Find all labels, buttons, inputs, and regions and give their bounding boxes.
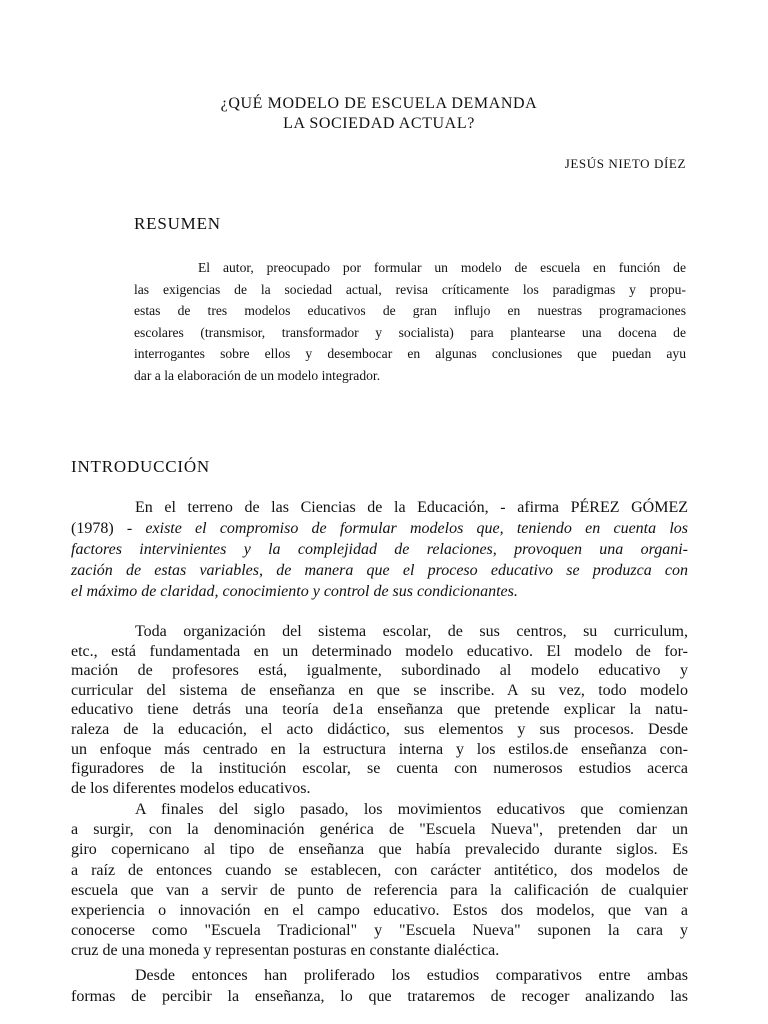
- paragraph-line: curricular del sistema de enseñanza en que se inscribe. A su vez, todo modelo: [71, 681, 688, 699]
- paragraph-line: escuela que van a servir de punto de referencia para la calificación de cualquier: [71, 881, 688, 899]
- paragraph-line: de los diferentes modelos educativos.: [71, 779, 311, 797]
- paragraph-line: conocerse como "Escuela Tradicional" y "Escuela Nueva" suponen la cara y: [71, 922, 688, 940]
- article-title-line-2: LA SOCIEDAD ACTUAL?: [283, 115, 475, 132]
- abstract-line: estas de tres modelos educativos de gran influjo en nuestras programaciones: [134, 303, 686, 318]
- paragraph-line: [71, 518, 688, 539]
- paragraph-4: [71, 965, 688, 1007]
- paragraph-line: formas de percibir la enseñanza, lo que trataremos de recoger analizando las: [71, 988, 688, 1005]
- paragraph-line: a raíz de entonces cuando se establecen, con carácter antitético, dos modelos de: [71, 861, 688, 879]
- paragraph-line: A finales del siglo pasado, los movimientos educativos que comienzan: [135, 801, 688, 818]
- abstract-line: dar a la elaboración de un modelo integrador.: [134, 367, 381, 383]
- paragraph-line: educativo tiene detrás una teoría de1a enseñanza que pretende explicar la natu-: [71, 701, 688, 719]
- article-title: [0, 94, 758, 134]
- paragraph-line: Desde entonces han proliferado los estudios comparativos entre ambas: [135, 967, 688, 984]
- article-title-line-1: ¿QUÉ MODELO DE ESCUELA DEMANDA: [220, 95, 538, 112]
- paragraph-line: experiencia o innovación en el campo educativo. Estos dos modelos, que van a: [71, 902, 688, 920]
- quote-line: zación de estas variables, de manera que el proceso educativo se produzca con: [71, 562, 688, 579]
- paragraph-line: un enfoque más centrado en la estructura interna y los estilos.de enseñanza con-: [71, 740, 688, 758]
- abstract-line: las exigencias de la sociedad actual, revisa críticamente los paradigmas y propu-: [134, 281, 686, 297]
- citation-year: (1978) -: [71, 520, 146, 537]
- quote-line: factores intervinientes y la complejidad de relaciones, provoquen una organi-: [71, 541, 688, 558]
- quote-text: existe el compromiso de formular modelos que, teniendo en cuenta los: [145, 520, 688, 537]
- author-name: JESÚS NIETO DÍEZ: [564, 156, 686, 171]
- paragraph-line: mación de profesores está, igualmente, subordinado al modelo educativo y: [71, 662, 688, 680]
- paragraph-line: a surgir, con la denominación genérica de "Escuela Nueva", pretenden dar un: [71, 821, 688, 839]
- quote-line: el máximo de claridad, conocimiento y control de sus condicionantes.: [71, 583, 518, 600]
- abstract-line: El autor, preocupado por formular un modelo de escuela en función de: [198, 260, 686, 275]
- abstract-heading: RESUMEN: [134, 214, 221, 233]
- section-heading-introduccion: INTRODUCCIÓN: [71, 457, 210, 476]
- paragraph-1: [71, 497, 688, 602]
- paragraph-2: [71, 622, 688, 798]
- paragraph-line: raleza de la educación, el acto didáctico, sus elementos y sus procesos. Desde: [71, 720, 688, 738]
- paragraph-line: cruz de una moneda y representan posturas en constante dialéctica.: [71, 942, 500, 960]
- paragraph-line: figuradores de la institución escolar, se cuenta con numerosos estudios acerca: [71, 760, 688, 778]
- paragraph-line: giro copernicano al tipo de enseñanza que había prevalecido durante siglos. Es: [71, 841, 688, 859]
- abstract-body: [134, 257, 686, 386]
- abstract-line: escolares (transmisor, transformador y socialista) para plantearse una docena de: [134, 324, 686, 340]
- paragraph-line: etc., está fundamentada en un determinado modelo educativo. El modelo de for-: [71, 642, 688, 660]
- paragraph-3: [71, 800, 688, 962]
- paragraph-line: Toda organización del sistema escolar, de sus centros, su curriculum,: [135, 623, 688, 640]
- abstract-line: interrogantes sobre ellos y desembocar en algunas conclusiones que puedan ayu: [134, 346, 686, 361]
- paragraph-line: En el terreno de las Ciencias de la Educación, - afirma PÉREZ GÓMEZ: [135, 499, 688, 516]
